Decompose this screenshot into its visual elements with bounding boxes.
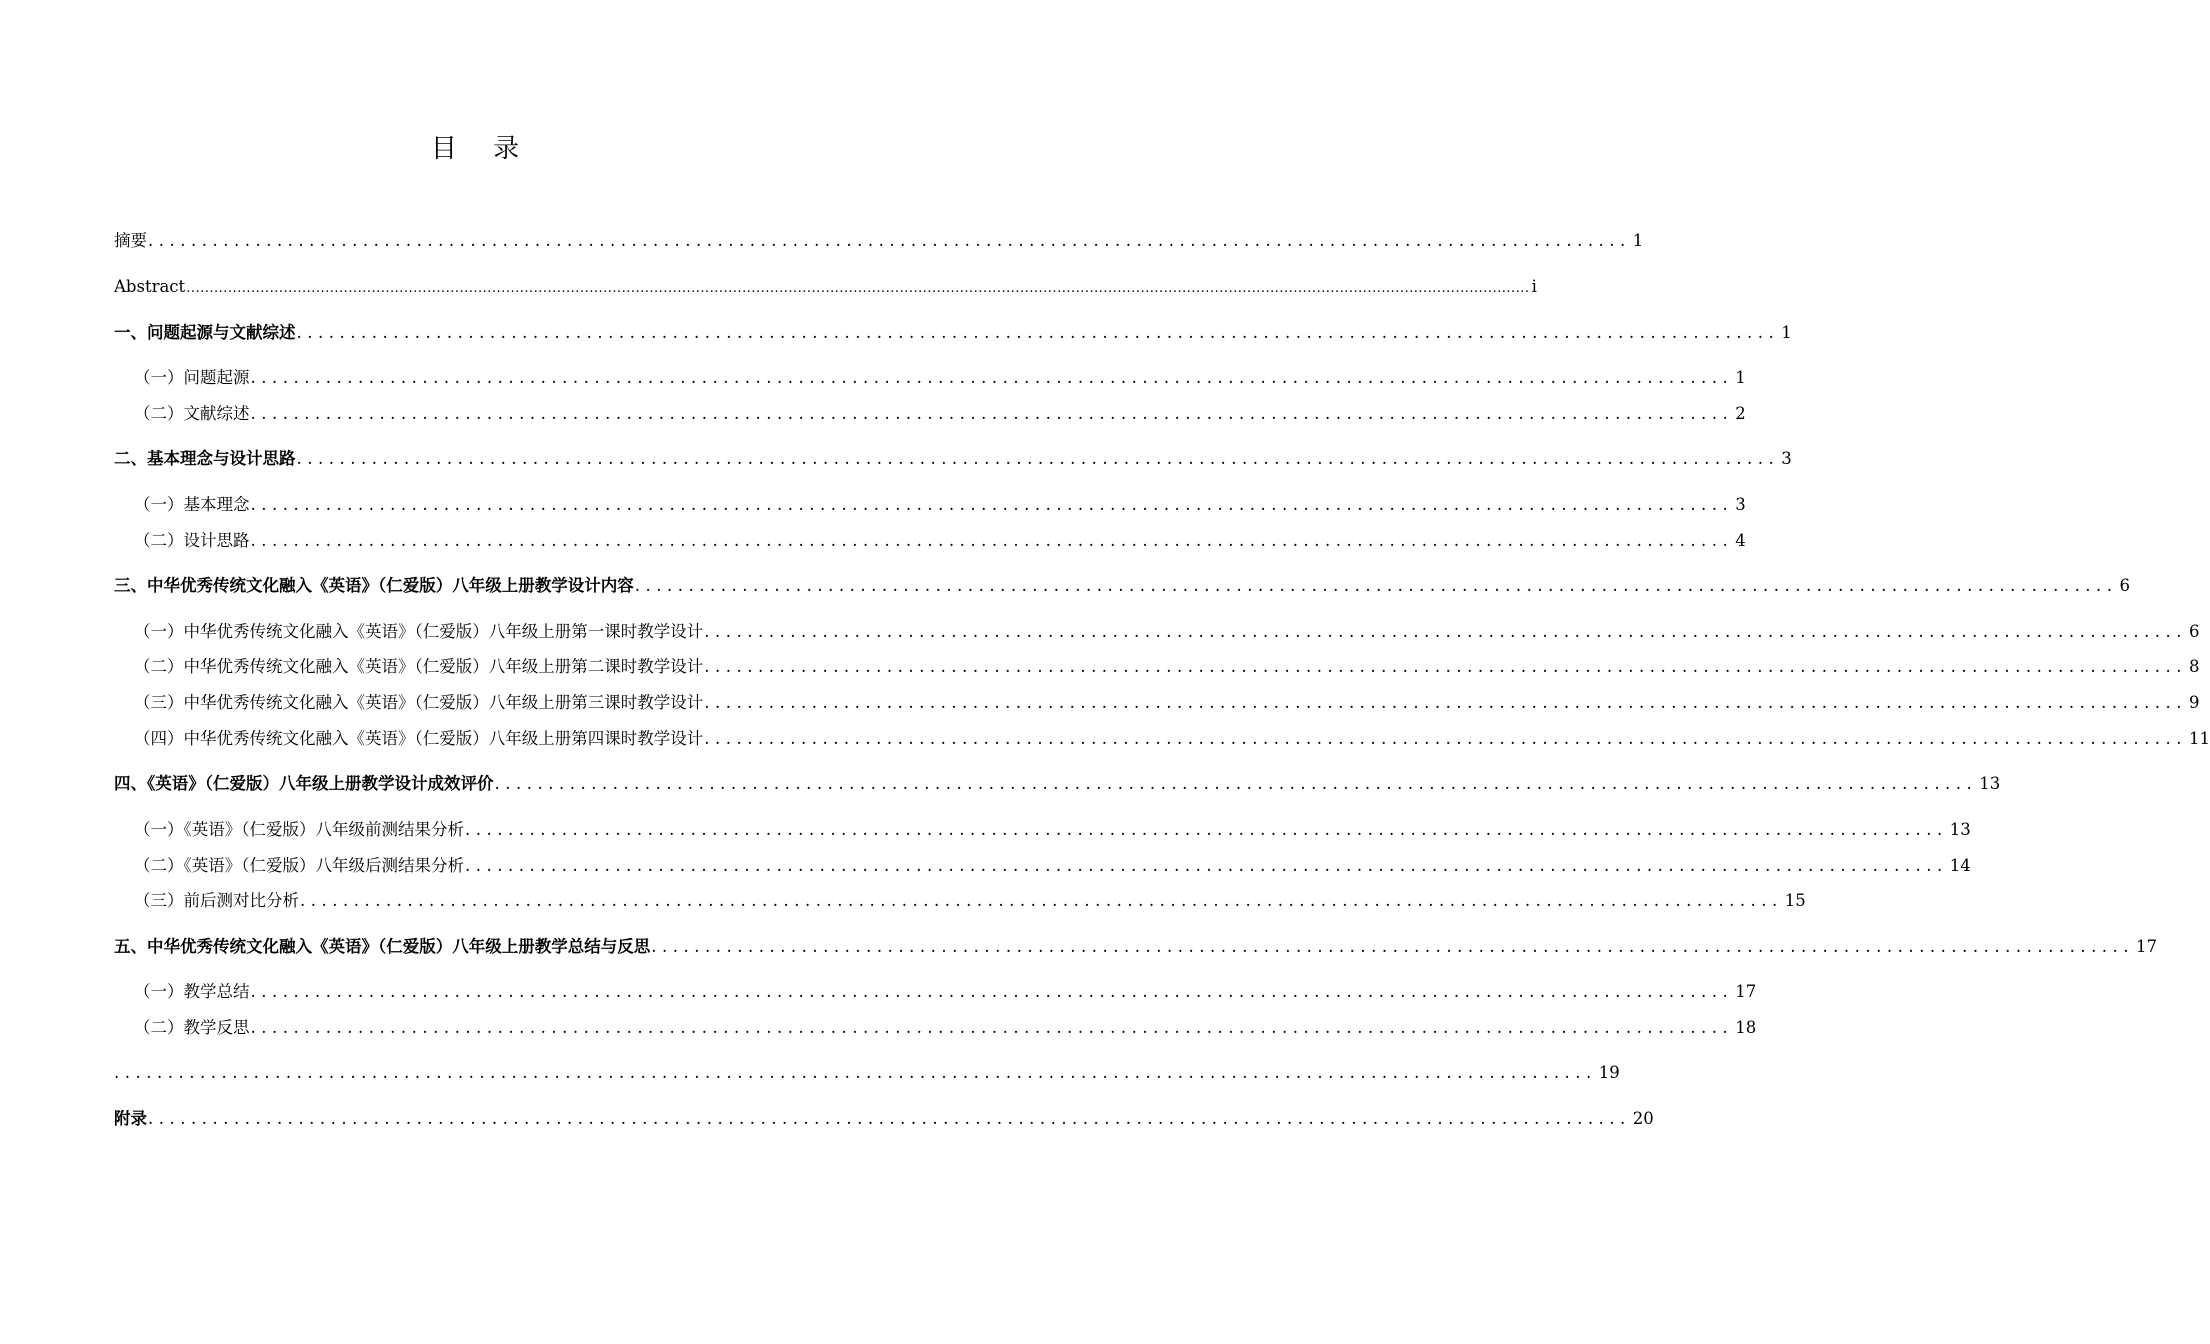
toc-entry-page: 8 xyxy=(2189,657,2200,676)
toc-entry-page: 9 xyxy=(2189,693,2200,712)
toc-entry[interactable] xyxy=(134,402,1746,426)
toc-leader-dots: .......................................................................................................................................... xyxy=(114,1063,1597,1082)
toc-entry[interactable] xyxy=(114,1061,1620,1085)
toc-leader-dots: .......................................................................................................................................... xyxy=(296,323,1780,342)
toc-entry-page: 2 xyxy=(1735,404,1746,423)
toc-leader-dots: .......................................................................................................................................... xyxy=(704,622,2188,641)
toc-entry[interactable] xyxy=(134,1016,1757,1040)
toc-entry-label: 二、基本理念与设计思路 xyxy=(114,449,296,468)
toc-leader-dots: .......................................................................................................................................... xyxy=(300,891,1783,910)
toc-entry-page: 1 xyxy=(1781,323,1792,342)
toc-entry-label: Abstract xyxy=(114,277,186,296)
toc-entry-page: 17 xyxy=(2136,937,2158,956)
toc-entry-page: 18 xyxy=(1735,1018,1757,1037)
toc-entry[interactable] xyxy=(134,818,1971,842)
toc-leader-dots: .......................................................................................................................................... xyxy=(148,231,1631,250)
toc-entry-page: 1 xyxy=(1735,368,1746,387)
toc-entry-label: （一）《英语》（仁爱版）八年级前测结果分析 xyxy=(134,820,464,839)
toc-leader-dots: .......................................................................................................................................... xyxy=(465,856,1948,875)
toc-leader-dots: .......................................................................................................................................... xyxy=(494,774,1978,793)
toc-entry[interactable] xyxy=(134,655,2200,679)
toc-entry[interactable] xyxy=(114,321,1792,345)
toc-entry-label: （一）问题起源 xyxy=(134,368,250,387)
toc-entry-label: 四、《英语》（仁爱版）八年级上册教学设计成效评价 xyxy=(114,774,494,793)
toc-entry[interactable] xyxy=(134,691,2200,715)
toc-entry[interactable] xyxy=(134,727,2210,751)
toc-leader-dots: .......................................................................................................................................... xyxy=(250,368,1734,387)
toc-entry-label: 摘要 xyxy=(114,231,147,250)
toc-entry-page: 14 xyxy=(1949,856,1971,875)
toc-entry-label: 五、中华优秀传统文化融入《英语》（仁爱版）八年级上册教学总结与反思 xyxy=(114,937,651,956)
toc-entry[interactable] xyxy=(134,620,2200,644)
toc-leader-dots: .................................................................................................................................................................................................................................................................................................. xyxy=(186,281,1530,296)
toc-entry[interactable] xyxy=(134,854,1971,878)
toc-leader-dots: .......................................................................................................................................... xyxy=(250,982,1734,1001)
toc-entry[interactable] xyxy=(114,772,2001,796)
toc-leader-dots: .......................................................................................................................................... xyxy=(704,657,2188,676)
toc-entry-page: 20 xyxy=(1632,1109,1654,1128)
toc-entry-label: （三）前后测对比分析 xyxy=(134,891,299,910)
toc-entry-label: （二）教学反思 xyxy=(134,1018,250,1037)
toc-leader-dots: .......................................................................................................................................... xyxy=(651,937,2135,956)
toc-entry[interactable] xyxy=(134,493,1746,517)
toc-entry[interactable] xyxy=(114,275,1537,299)
toc-entry-page: 13 xyxy=(1949,820,1971,839)
toc-entry-page: 6 xyxy=(2189,622,2200,641)
toc-entry[interactable] xyxy=(114,1107,1654,1131)
toc-entry-label: （二）设计思路 xyxy=(134,531,250,550)
toc-entry[interactable] xyxy=(134,980,1757,1004)
toc-leader-dots: .......................................................................................................................................... xyxy=(296,449,1780,468)
toc-entry-label: （一）中华优秀传统文化融入《英语》（仁爱版）八年级上册第一课时教学设计 xyxy=(134,622,704,641)
toc-entry-page: 3 xyxy=(1781,449,1792,468)
toc-leader-dots: .......................................................................................................................................... xyxy=(250,1018,1734,1037)
toc-entry-label: （二）《英语》（仁爱版）八年级后测结果分析 xyxy=(134,856,464,875)
toc-entry-label: （三）中华优秀传统文化融入《英语》（仁爱版）八年级上册第三课时教学设计 xyxy=(134,693,704,712)
toc-entry-page: 6 xyxy=(2119,576,2131,595)
toc-entry[interactable] xyxy=(114,229,1644,253)
toc-leader-dots: .......................................................................................................................................... xyxy=(704,729,2188,748)
toc-leader-dots: .......................................................................................................................................... xyxy=(250,531,1734,550)
toc-leader-dots: .......................................................................................................................................... xyxy=(704,693,2188,712)
toc-entry[interactable] xyxy=(134,889,1806,913)
toc-entry[interactable] xyxy=(114,447,1792,471)
toc-leader-dots: .......................................................................................................................................... xyxy=(250,495,1734,514)
toc-entry[interactable] xyxy=(134,366,1746,390)
toc-entry-page: 1 xyxy=(1632,231,1644,250)
toc-leader-dots: .......................................................................................................................................... xyxy=(148,1109,1631,1128)
toc-entry-page: 15 xyxy=(1784,891,1806,910)
toc-entry-label: 附录 xyxy=(114,1109,147,1128)
toc-entry-page: 19 xyxy=(1598,1063,1620,1082)
toc-entry-label: （一）教学总结 xyxy=(134,982,250,1001)
toc-entry-label: （一）基本理念 xyxy=(134,495,250,514)
toc-leader-dots: .......................................................................................................................................... xyxy=(465,820,1948,839)
toc-entry[interactable] xyxy=(134,529,1746,553)
toc-entry-page: 4 xyxy=(1735,531,1746,550)
toc-entry-label: （二）中华优秀传统文化融入《英语》（仁爱版）八年级上册第二课时教学设计 xyxy=(134,657,704,676)
toc-entry-page: 17 xyxy=(1735,982,1757,1001)
toc-entry-page: 13 xyxy=(1979,774,2001,793)
toc-entry[interactable] xyxy=(114,574,2131,598)
toc-entry-page: 11 xyxy=(2189,729,2210,748)
toc-entry-label: （二）文献综述 xyxy=(134,404,250,423)
toc-entry-label: （四）中华优秀传统文化融入《英语》（仁爱版）八年级上册第四课时教学设计 xyxy=(134,729,704,748)
toc-leader-dots: .......................................................................................................................................... xyxy=(634,576,2118,595)
toc-entry-page: i xyxy=(1531,277,1537,296)
toc-entry[interactable] xyxy=(114,935,2158,959)
toc-entry-label: 三、中华优秀传统文化融入《英语》（仁爱版）八年级上册教学设计内容 xyxy=(114,576,634,595)
toc-entry-label: 一、问题起源与文献综述 xyxy=(114,323,296,342)
toc-leader-dots: .......................................................................................................................................... xyxy=(250,404,1734,423)
toc-entry-page: 3 xyxy=(1735,495,1746,514)
page-title: 目 录 xyxy=(430,134,534,164)
